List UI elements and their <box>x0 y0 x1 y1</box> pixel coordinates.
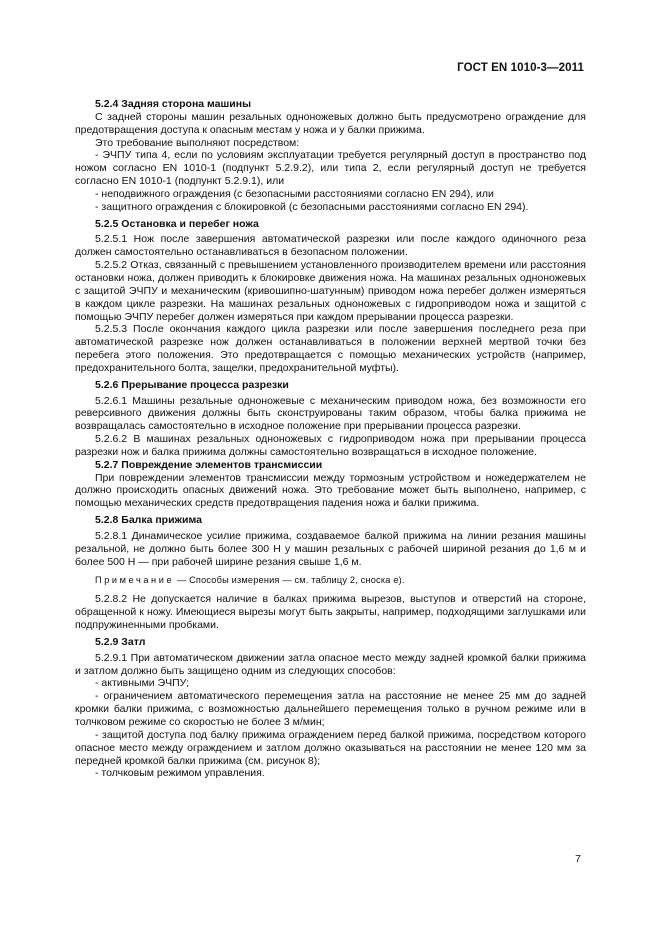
section-heading: 5.2.6 Прерывание процесса разрезки <box>95 378 289 391</box>
paragraph: Это требование выполняют посредством: <box>95 136 300 149</box>
note <box>75 574 586 587</box>
paragraph: 5.2.9.1 При автоматическом движении затла опасное место между задней кромкой балки прижима и затлом должно быть защищено одним из следующих способов: <box>75 651 586 677</box>
paragraph: 5.2.6.2 В машинах резальных одноножевых с гидроприводом ножа при прерывании процесса разрезки нож и балка прижима должны самостоятельно возвращаться в исходное положение. <box>75 433 586 458</box>
section-heading: 5.2.4 Задняя сторона машины <box>95 98 252 110</box>
paragraph: 5.2.5.2 Отказ, связанный с превышением установленного производителем времени или расстояния остановки ножа, должен приводить к блокировке движения ножа. На машинах резальных одноножевых с защитой ЭЧПУ и механическим (кривошипно-шатунным) приводом ножа перебег должен измеряться в каждом цикле разрезки. На машинах резальных одноножевых с гидроприводом ножа и защитой с помощью ЭЧПУ перебег должен измеряться при каждом прерывании процесса разрезки. <box>75 259 586 323</box>
note-text: — Способы измерения — см. таблицу 2, сноска е). <box>174 574 405 585</box>
list-item: - защитного ограждения с блокировкой (с безопасными расстояниями согласно EN 294). <box>95 200 529 213</box>
paragraph: 5.2.5.1 Нож после завершения автоматической разрезки или после каждого одиночного реза должен самостоятельно останавливаться в безопасном положении. <box>75 233 586 259</box>
paragraph: 5.2.8.2 Не допускается наличие в балках прижима вырезов, выступов и отверстий на стороне, обращенной к ножу. Имеющиеся вырезы могут быть закрыты, например, подходящими заглушками или подпружиненными пробками. <box>75 593 586 632</box>
section-heading: 5.2.7 Повреждение элементов трансмиссии <box>95 458 323 471</box>
paragraph: При повреждении элементов трансмиссии между тормозным устройством и ножедержателем не должно происходить опасных движений ножа. Это требование может быть выполнено, например, с помощью механических средств предотвращения падения ножа и балки прижима. <box>75 471 586 510</box>
list-item: - ЭЧПУ типа 4, если по условиям эксплуатации требуется регулярный доступ в пространство под ножом согласно EN 1010-1 (подпункт 5.2.9.2), или типа 2, если регулярный доступ не требуется согласно EN 1010-1 (подпункт 5.2.9.1), или <box>75 149 586 188</box>
list-item: - активными ЭЧПУ; <box>95 677 190 690</box>
paragraph: 5.2.6.1 Машины резальные одноножевые с механическим приводом ножа, без возможности его реверсивного движения должны быть сконструированы таким образом, чтобы балка прижима не возвращалась самостоятельно в исходное положение при прерывании процесса разрезки. <box>75 394 586 433</box>
page-body <box>75 98 586 780</box>
section-heading: 5.2.8 Балка прижима <box>95 514 202 527</box>
page-number: 7 <box>575 853 581 865</box>
paragraph: С задней стороны машин резальных одноножевых должно быть предусмотрено ограждение для предотвращения доступа к опасным местам у ножа и у балки прижима. <box>75 110 586 136</box>
list-item: - защитой доступа под балку прижима ограждением перед балкой прижима, посредством которого опасное место между ограждением и затлом должно оказываться на расстоянии не менее 120 мм за передней кромкой балки прижима (см. рисунок 8); <box>75 728 586 767</box>
list-item: - неподвижного ограждения (с безопасными расстояниями согласно EN 294), или <box>95 187 494 200</box>
section-heading: 5.2.5 Остановка и перебег ножа <box>95 217 259 230</box>
paragraph: 5.2.8.1 Динамическое усилие прижима, создаваемое балкой прижима на линии резания машины резальной, не должно быть более 300 Н у машин резальных с рабочей шириной резания до 1,6 м и более 500 Н — при рабочей ширине резания свыше 1,6 м. <box>75 530 586 568</box>
list-item: - ограничением автоматического перемещения затла на расстояние не менее 25 мм до задней кромки балки прижима, с возможностью дальнейшего перемещения только в ручном режиме или в толчковом режиме со скоростью не более 3 м/мин; <box>75 690 586 728</box>
document-code: ГОСТ EN 1010-3—2011 <box>457 62 584 74</box>
section-heading: 5.2.9 Затл <box>95 635 146 648</box>
list-item: - толчковым режимом управления. <box>95 767 265 780</box>
paragraph: 5.2.5.3 После окончания каждого цикла разрезки или после завершения последнего реза при автоматической разрезке нож должен останавливаться в положении верхней мертвой точки без перебега этого положения. Это предотвращается с помощью механических устройств (например, предохранительного болта, защелки, предохранительной муфты). <box>75 323 586 374</box>
note-label: Примечание <box>95 574 175 585</box>
